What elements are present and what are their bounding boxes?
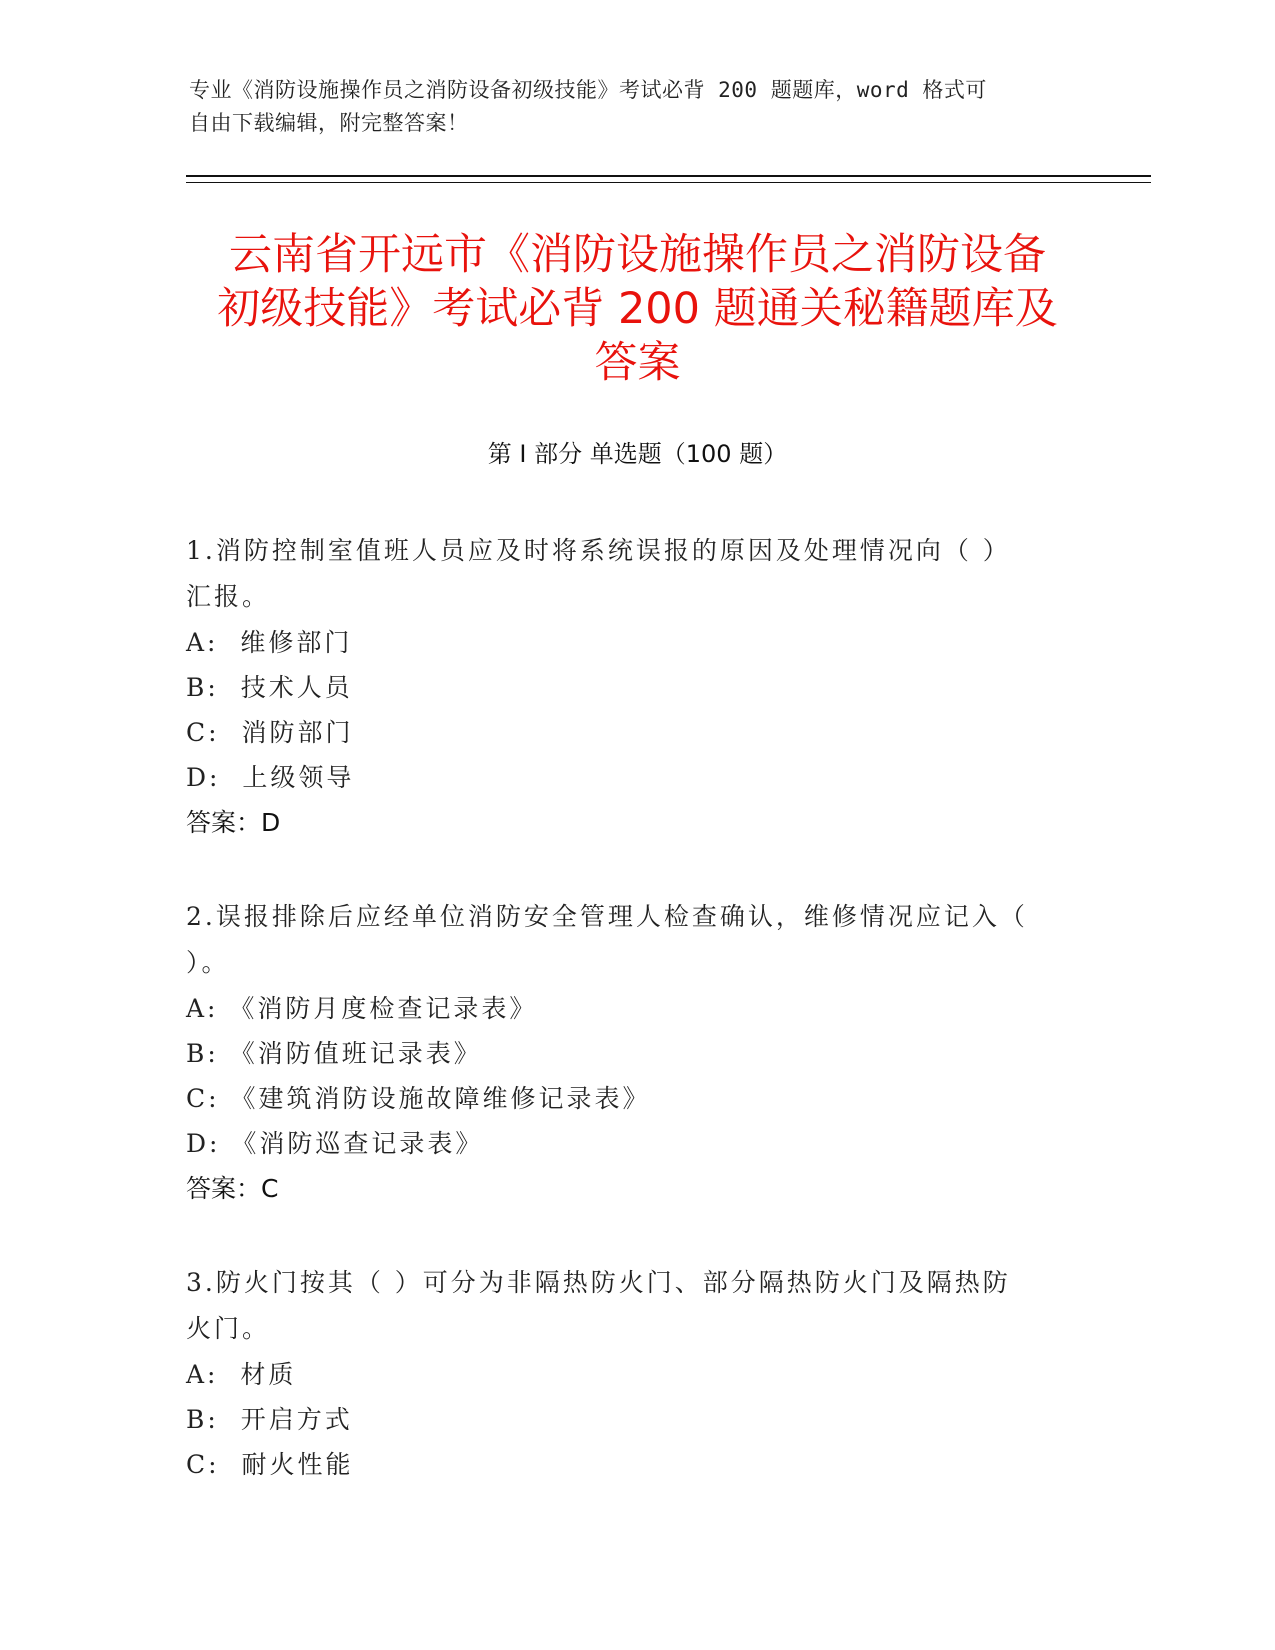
- answer: 答案：C: [186, 1174, 279, 1203]
- header-divider-thin: [186, 182, 1151, 183]
- answer: 答案：D: [186, 808, 281, 837]
- question-stem: ）。: [186, 948, 230, 977]
- option-c: C: 消防部门: [186, 718, 354, 747]
- option-b: B: 开启方式: [186, 1405, 353, 1434]
- option-a: A: 材质: [186, 1360, 297, 1389]
- section-heading: 第 I 部分 单选题（100 题）: [487, 440, 788, 468]
- header-note-line: 专业《消防设施操作员之消防设备初级技能》考试必背 200 题题库，word 格式可: [189, 78, 987, 102]
- header-divider-thick: [186, 175, 1151, 177]
- question-list: [186, 528, 1066, 1487]
- option-b: B: 技术人员: [186, 673, 353, 702]
- option-c: C: 耐火性能: [186, 1450, 354, 1479]
- question-stem: 汇报。: [186, 582, 271, 611]
- question-2: [186, 894, 1066, 1212]
- question-spacer: [186, 846, 1066, 894]
- header-note-line: 自由下载编辑，附完整答案！: [189, 111, 469, 135]
- question-stem: 1.消防控制室值班人员应及时将系统误报的原因及处理情况向（ ）: [186, 536, 1011, 565]
- header-note: [189, 74, 1069, 140]
- document-title: [190, 228, 1085, 390]
- option-c: C: 《建筑消防设施故障维修记录表》: [186, 1084, 651, 1113]
- question-stem: 火门。: [186, 1314, 271, 1343]
- option-b: B: 《消防值班记录表》: [186, 1039, 482, 1068]
- question-3: [186, 1260, 1066, 1487]
- question-stem: 2.误报排除后应经单位消防安全管理人检查确认，维修情况应记入（: [186, 902, 1028, 931]
- option-a: A: 维修部门: [186, 628, 353, 657]
- title-line: 云南省开远市《消防设施操作员之消防设备: [229, 230, 1046, 280]
- option-d: D: 《消防巡查记录表》: [186, 1129, 484, 1158]
- title-line: 答案: [594, 338, 681, 388]
- question-spacer: [186, 1212, 1066, 1260]
- title-line: 初级技能》考试必背 200 题通关秘籍题库及: [217, 284, 1058, 334]
- question-1: [186, 528, 1066, 846]
- option-d: D: 上级领导: [186, 763, 355, 792]
- question-stem: 3.防火门按其（ ）可分为非隔热防火门、部分隔热防火门及隔热防: [186, 1268, 1011, 1297]
- option-a: A: 《消防月度检查记录表》: [186, 994, 538, 1023]
